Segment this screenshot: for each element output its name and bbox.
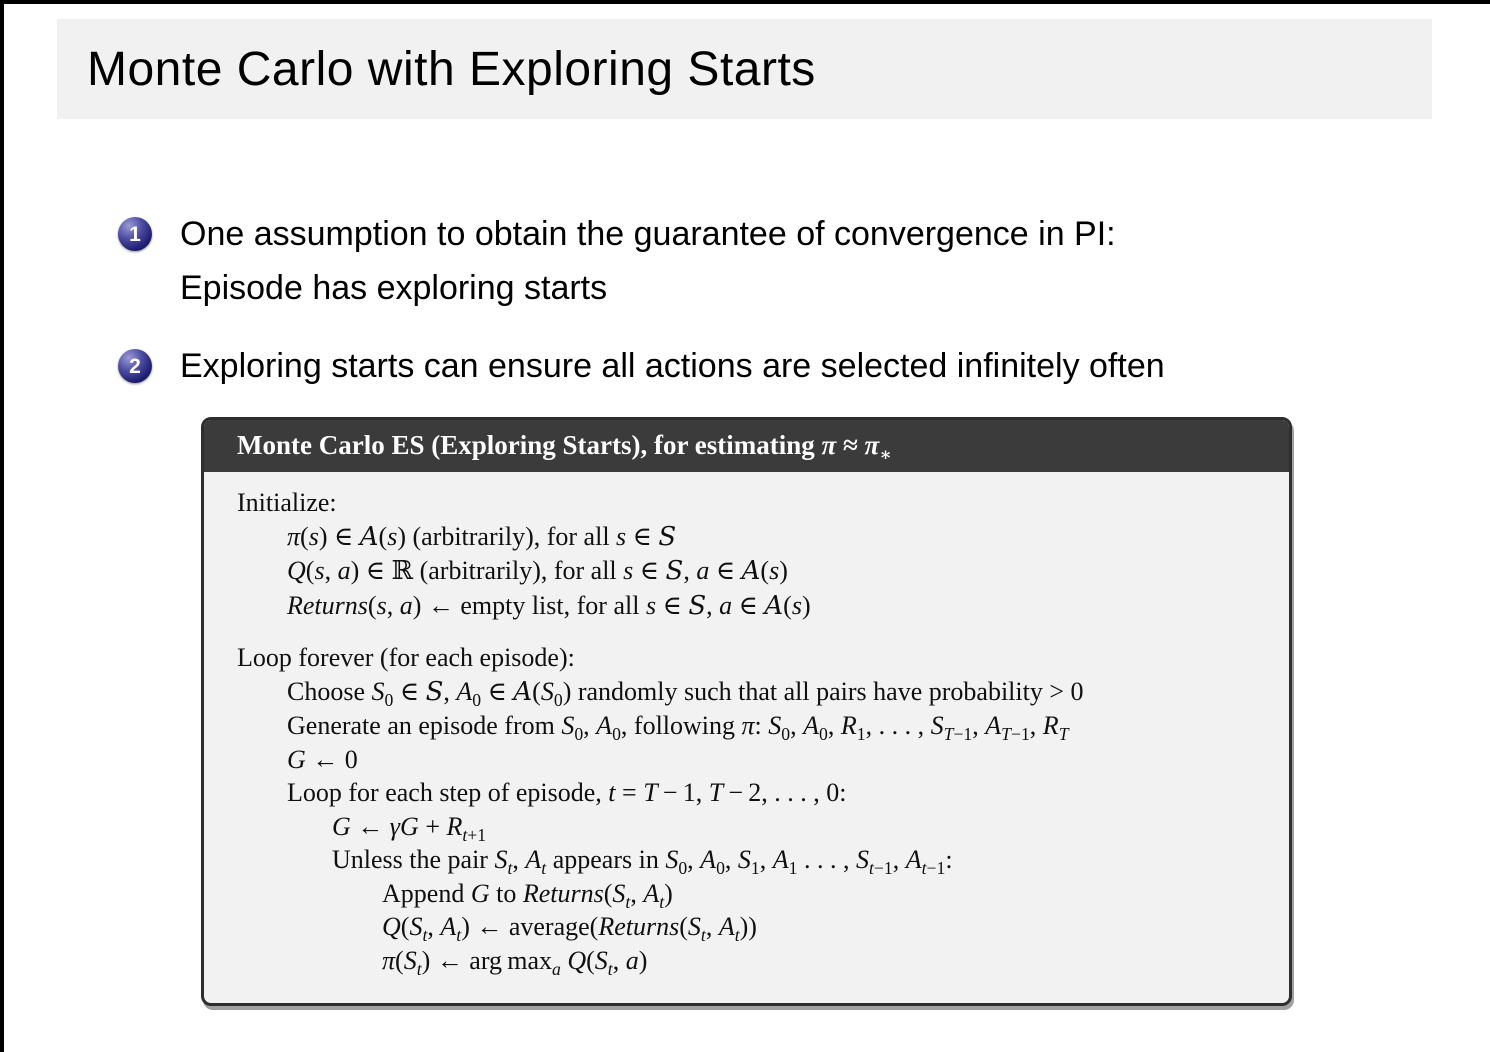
algorithm-line: Loop for each step of episode, t = T − 1, T − 2, . . . , 0: [287, 778, 847, 807]
bullet-item [118, 207, 1490, 315]
algorithm-body [204, 472, 1289, 1003]
algorithm-line: π(s) ∈ A(s) (arbitrarily), for all s ∈ S [287, 521, 677, 552]
algorithm-line: $\pi(S_t)$ ← arg $\max_a Q(S_t$, a) [382, 945, 648, 979]
bullet-item [118, 339, 1490, 393]
page-title: Monte Carlo with Exploring Starts [87, 42, 816, 96]
algorithm-box [201, 417, 1292, 1006]
algorithm-line: Returns(s, a) ← empty list, for all s ∈ S, a ∈ A(s) [287, 590, 811, 621]
algorithm-line: Initialize: [237, 488, 337, 517]
slide-title-bar [57, 19, 1432, 119]
algorithm-line: $Q(S_t$, $A_t$) ← $average(Returns(S_t$, $A_t$)) [382, 912, 757, 946]
bullet-text: Exploring starts can ensure all actions are selected infinitely often [180, 347, 1165, 385]
algorithm-line: Generate an episode from $S_0$, $A_0$, following π: $S_0$, $A_0$, $R_1$, . . . , $S_{T-1}$, $A_{T-1}$, $R_T$ [287, 711, 1069, 745]
algorithm-title: Monte Carlo ES (Exploring Starts), for estimating $\pi \approx \pi_∗$ [204, 420, 1289, 472]
bullet-list [118, 207, 1490, 393]
bullet-number-badge [118, 217, 152, 251]
algorithm-line: G ← $\gamma G + R_{t+1}$ [332, 811, 487, 845]
bullet-number: 2 [129, 354, 141, 378]
algorithm-line: Append G to $Returns(S_t$, $A_t$) [382, 878, 673, 912]
algorithm-line: Loop forever (for each episode): [237, 643, 575, 672]
bullet-number-badge [118, 349, 152, 383]
bullet-text: One assumption to obtain the guarantee of convergence in PI: Episode has exploring starts [180, 215, 1116, 307]
algorithm-line: Choose $S_0$ ∈ S, $A_0$ ∈ $A(S_0)$ randomly such that all pairs have probability > 0 [287, 676, 1084, 710]
algorithm-line: Q(s, a) ∈ ℝ (arbitrarily), for all s ∈ S, a ∈ A(s) [287, 556, 788, 586]
algorithm-line: Unless the pair $S_t$, $A_t$ appears in $S_0$, $A_0$, $S_1$, $A_1$ . . . , $S_{t-1}$, $A_{t-1}$: [332, 845, 953, 879]
algorithm-line: G ← 0 [287, 744, 358, 774]
bullet-number: 1 [129, 222, 141, 246]
